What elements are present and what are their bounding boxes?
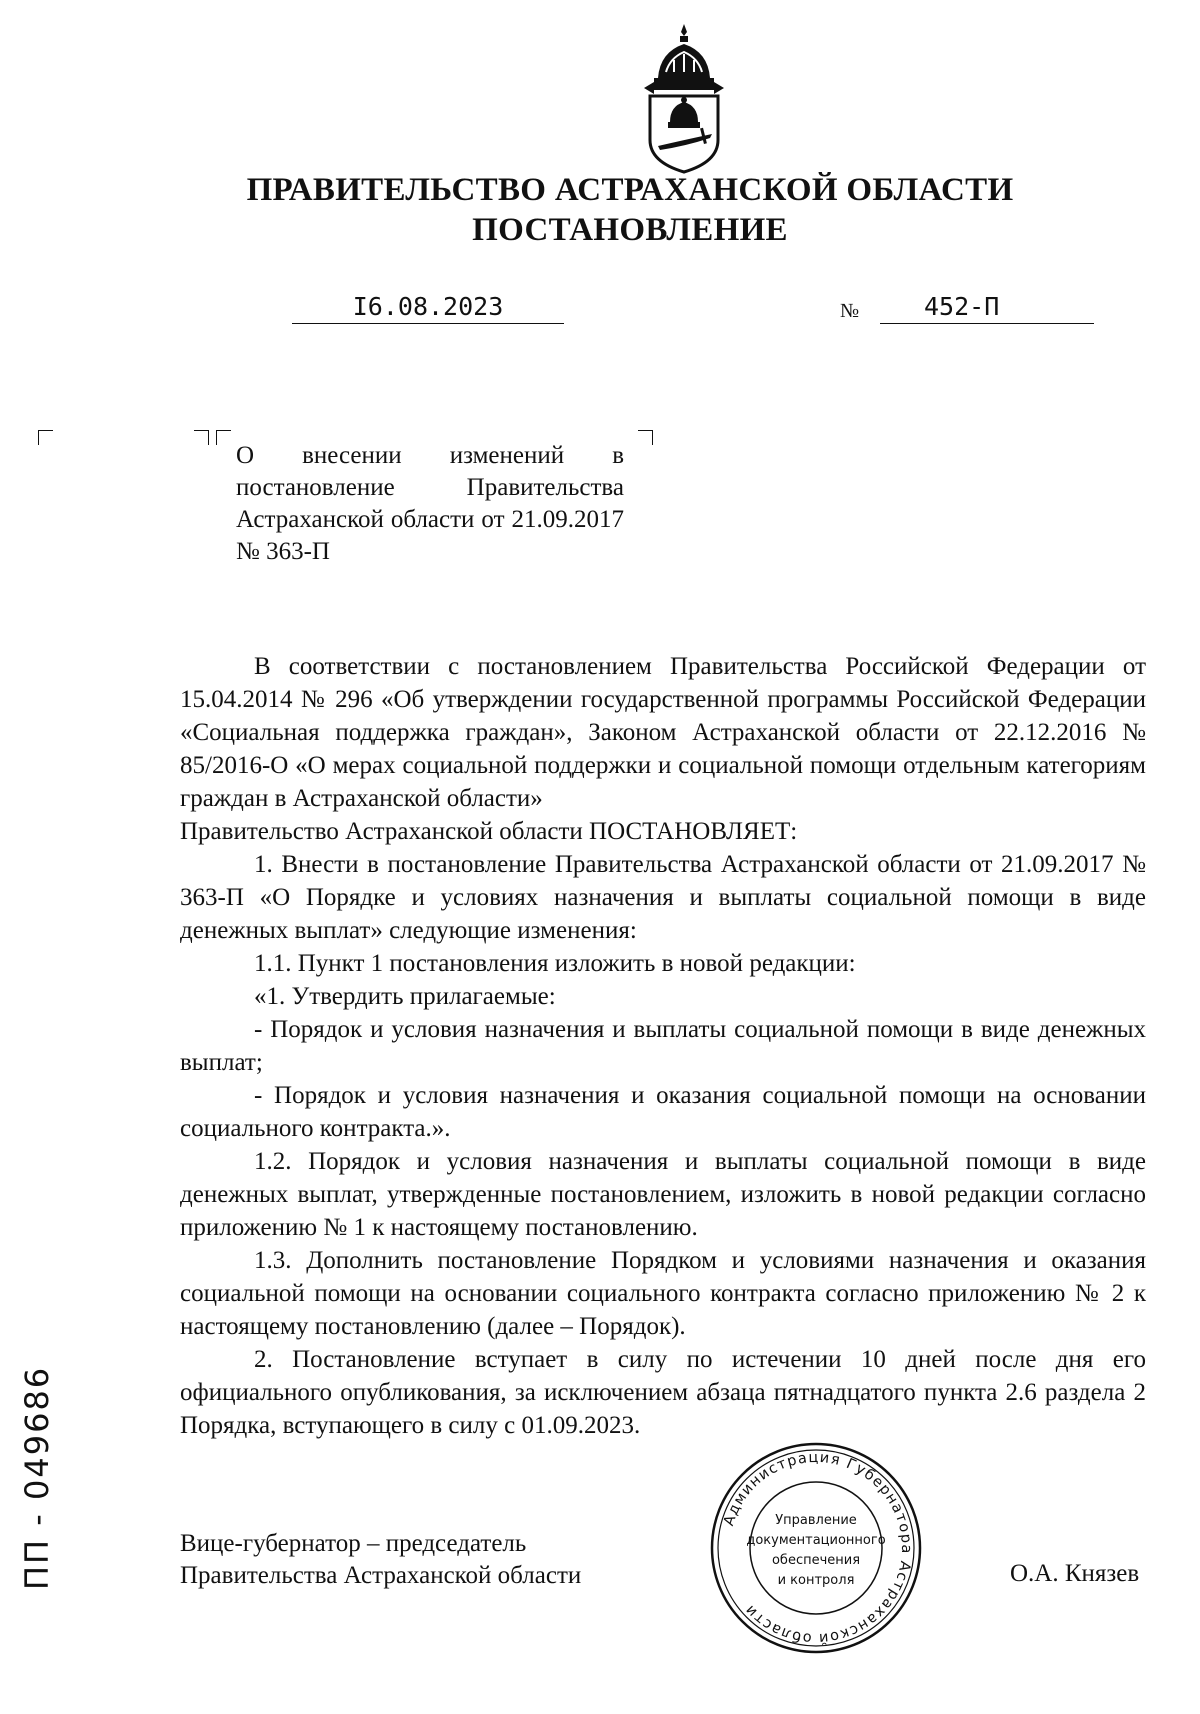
- signatory-title-line: Правительства Астраханской области: [180, 1562, 582, 1589]
- document-body: [180, 650, 1146, 1442]
- stamp-center-line: обеспечения: [771, 1553, 861, 1568]
- body-paragraph: 1. Внести в постановление Правительства Астраханской области от 21.09.2017 № 363-П «О Порядке и условиях назначения и выплаты социальной помощи в виде денежных выплат» следующие изменения:: [180, 851, 1146, 944]
- document-date: I6.08.2023: [292, 292, 564, 324]
- stamp-center-line: и контроля: [777, 1573, 855, 1588]
- stamp-center-line: Управление: [775, 1513, 857, 1528]
- organization-title: ПРАВИТЕЛЬСТВО АСТРАХАНСКОЙ ОБЛАСТИ: [246, 172, 1014, 208]
- form-serial-number: ПП - 049686: [18, 1365, 56, 1590]
- document-number: 452-П: [880, 292, 1094, 324]
- subject-corner-mark: [638, 430, 653, 445]
- stamp-center-line: документационного: [746, 1533, 886, 1548]
- body-paragraph: - Порядок и условия назначения и оказания социальной помощи на основании социального контракта.».: [180, 1082, 1146, 1142]
- coat-of-arms-icon: [640, 22, 728, 174]
- body-paragraph: 2. Постановление вступает в силу по истечении 10 дней после дня его официального опубликования, за исключением абзаца пятнадцатого пункта 2.6 раздела 2 Порядка, вступающего в силу с 01.09.2023.: [180, 1346, 1146, 1439]
- stamp-ring-text: Администрация Губернатора Астраханской области: [721, 1449, 915, 1647]
- body-paragraph: В соответствии с постановлением Правительства Российской Федерации от 15.04.2014 № 296 «Об утверждении государственной программы Российской Федерации «Социальная поддержка граждан», Законом Астраханской области от 22.12.2016 № 85/2016-О «О мерах социальной поддержки и социальной помощи отдельным категориям граждан в Астраханской области»: [180, 653, 1146, 812]
- body-paragraph: 1.3. Дополнить постановление Порядком и условиями назначения и оказания социальной помощи на основании социального контракта согласно приложению № 2 к настоящему постановлению (далее – Порядок).: [180, 1247, 1146, 1340]
- subject-corner-mark: [216, 430, 231, 445]
- margin-corner-mark: [194, 430, 209, 445]
- document-subject: О внесении изменений в постановление Правительства Астраханской области от 21.09.2017 № 363-П: [236, 442, 624, 565]
- margin-corner-mark: [38, 430, 53, 445]
- body-paragraph: 1.1. Пункт 1 постановления изложить в новой редакции:: [254, 950, 856, 977]
- signatory-name: О.А. Князев: [1010, 1560, 1140, 1587]
- signatory-title: [180, 1528, 581, 1592]
- number-label: №: [840, 300, 860, 322]
- body-paragraph: «1. Утвердить прилагаемые:: [254, 983, 556, 1010]
- body-paragraph: Правительство Астраханской области ПОСТАНОВЛЯЕТ:: [180, 818, 798, 845]
- document-type-title: ПОСТАНОВЛЕНИЕ: [472, 212, 788, 248]
- official-stamp: [708, 1440, 924, 1656]
- body-paragraph: 1.2. Порядок и условия назначения и выплаты социальной помощи в виде денежных выплат, утвержденные постановлением, изложить в новой редакции согласно приложению № 1 к настоящему постановлению.: [180, 1148, 1146, 1241]
- signatory-title-line: Вице-губернатор – председатель: [180, 1530, 527, 1557]
- body-paragraph: - Порядок и условия назначения и выплаты социальной помощи в виде денежных выплат;: [180, 1016, 1146, 1076]
